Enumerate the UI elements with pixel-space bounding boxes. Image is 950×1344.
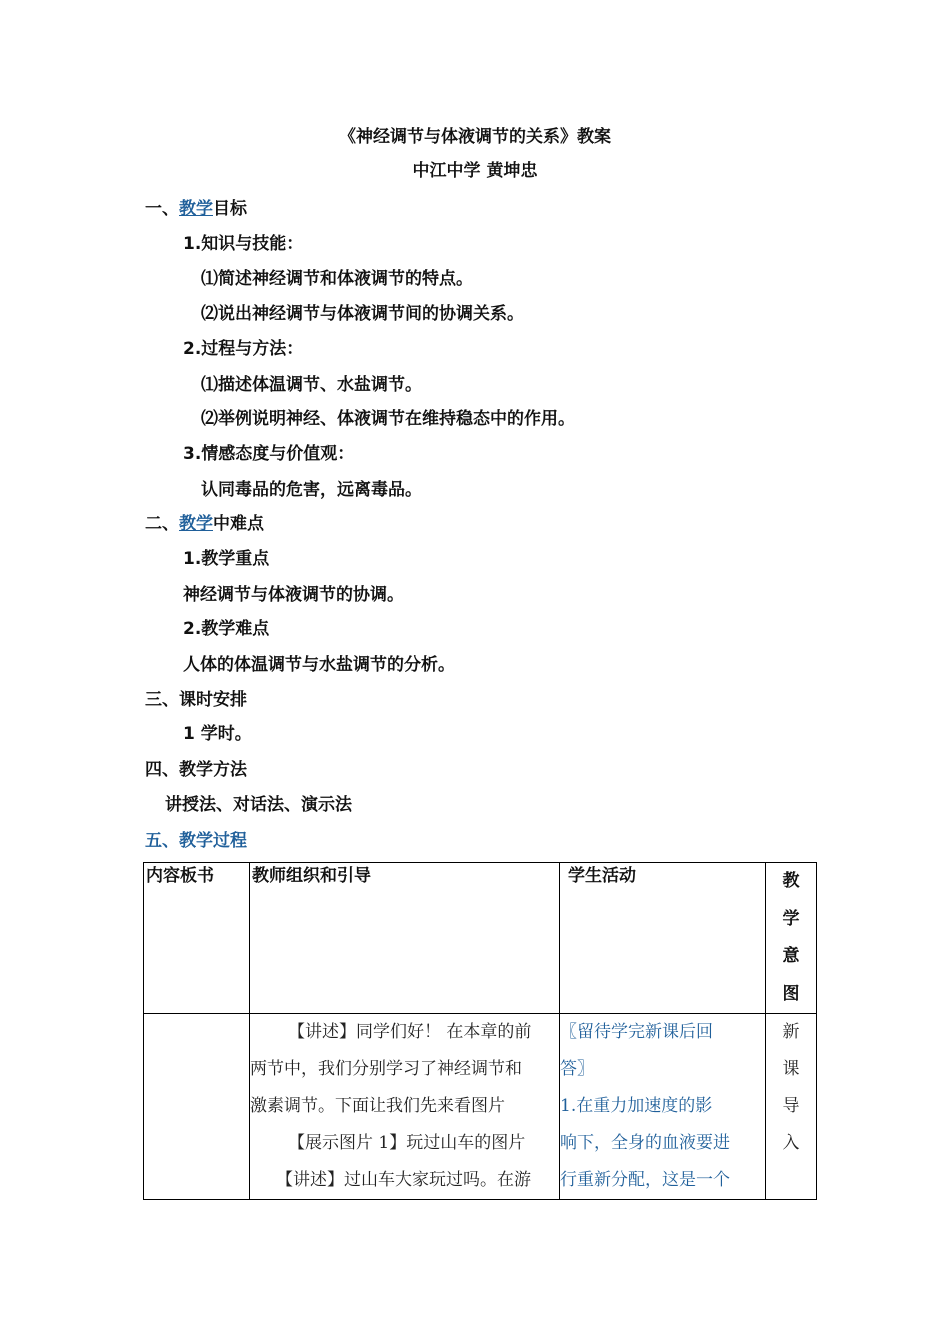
teacher-line: 激素调节。下面让我们先来看图片 bbox=[250, 1096, 505, 1116]
content-cell bbox=[144, 1014, 250, 1200]
purpose-char: 新 bbox=[782, 1022, 800, 1042]
s2-item-1: 1.教学重点 bbox=[183, 549, 270, 569]
document-author: 中江中学 黄坤忠 bbox=[412, 161, 538, 181]
table-row bbox=[144, 1014, 817, 1200]
student-line: 答〗 bbox=[560, 1059, 594, 1079]
teaching-process-table bbox=[143, 862, 817, 1200]
section-2-link[interactable]: 教学 bbox=[179, 514, 213, 534]
teacher-cell bbox=[250, 1014, 560, 1200]
purpose-cell bbox=[766, 1014, 817, 1200]
s2-item-1a: 神经调节与体液调节的协调。 bbox=[183, 585, 404, 605]
header-purpose-char: 学 bbox=[782, 908, 800, 929]
section-1-prefix: 一、 bbox=[145, 199, 179, 219]
s1-item-2b: ⑵举例说明神经、体液调节在维持稳态中的作用。 bbox=[201, 409, 575, 429]
s1-item-1: 1.知识与技能： bbox=[183, 234, 304, 254]
s1-item-1a: ⑴简述神经调节和体液调节的特点。 bbox=[201, 269, 473, 289]
student-line: 响下，全身的血液要进 bbox=[560, 1133, 730, 1153]
section-3-heading: 三、课时安排 bbox=[145, 690, 247, 710]
student-line: 〖留待学完新课后回 bbox=[560, 1022, 713, 1042]
section-1-heading bbox=[145, 198, 247, 220]
s1-item-2: 2.过程与方法： bbox=[183, 339, 304, 359]
purpose-char: 课 bbox=[782, 1059, 800, 1079]
s1-item-2a: ⑴描述体温调节、水盐调节。 bbox=[201, 375, 422, 395]
s1-item-1b: ⑵说出神经调节与体液调节间的协调关系。 bbox=[201, 304, 524, 324]
student-cell bbox=[560, 1014, 766, 1200]
purpose-char: 入 bbox=[782, 1133, 800, 1153]
section-2-suffix: 中难点 bbox=[213, 514, 264, 534]
header-student: 学生活动 bbox=[560, 863, 766, 1014]
student-line: 1.在重力加速度的影 bbox=[560, 1096, 713, 1116]
student-line: 行重新分配，这是一个 bbox=[560, 1170, 730, 1190]
header-purpose-char: 图 bbox=[782, 983, 800, 1004]
section-1-link[interactable]: 教学 bbox=[179, 199, 213, 219]
section-5-heading: 五、教学过程 bbox=[145, 831, 247, 851]
section-2-heading bbox=[145, 513, 264, 535]
header-content: 内容板书 bbox=[144, 863, 250, 1014]
header-purpose-char: 意 bbox=[782, 946, 800, 966]
header-purpose-char: 教 bbox=[782, 871, 800, 891]
header-teacher: 教师组织和引导 bbox=[250, 863, 560, 1014]
document-title: 《神经调节与体液调节的关系》教案 bbox=[339, 127, 611, 147]
s2-item-2: 2.教学难点 bbox=[183, 619, 270, 639]
table-header-row bbox=[144, 863, 817, 1014]
s1-item-3: 3.情感态度与价值观： bbox=[183, 444, 355, 464]
section-1-suffix: 目标 bbox=[213, 199, 247, 219]
purpose-char: 导 bbox=[782, 1096, 800, 1116]
s1-item-3a: 认同毒品的危害，远离毒品。 bbox=[201, 480, 422, 500]
section-4-text: 讲授法、对话法、演示法 bbox=[165, 795, 352, 815]
section-3-text: 1 学时。 bbox=[183, 724, 252, 744]
section-2-prefix: 二、 bbox=[145, 514, 179, 534]
teacher-line: 【讲述】同学们好！ 在本章的前 bbox=[288, 1022, 532, 1042]
header-purpose bbox=[766, 863, 817, 1014]
s2-item-2a: 人体的体温调节与水盐调节的分析。 bbox=[183, 655, 455, 675]
teacher-line: 【讲述】过山车大家玩过吗。在游 bbox=[276, 1170, 531, 1190]
section-4-heading: 四、教学方法 bbox=[145, 760, 247, 780]
teacher-line: 两节中，我们分别学习了神经调节和 bbox=[250, 1059, 522, 1079]
teacher-line: 【展示图片 1】玩过山车的图片 bbox=[288, 1133, 526, 1153]
